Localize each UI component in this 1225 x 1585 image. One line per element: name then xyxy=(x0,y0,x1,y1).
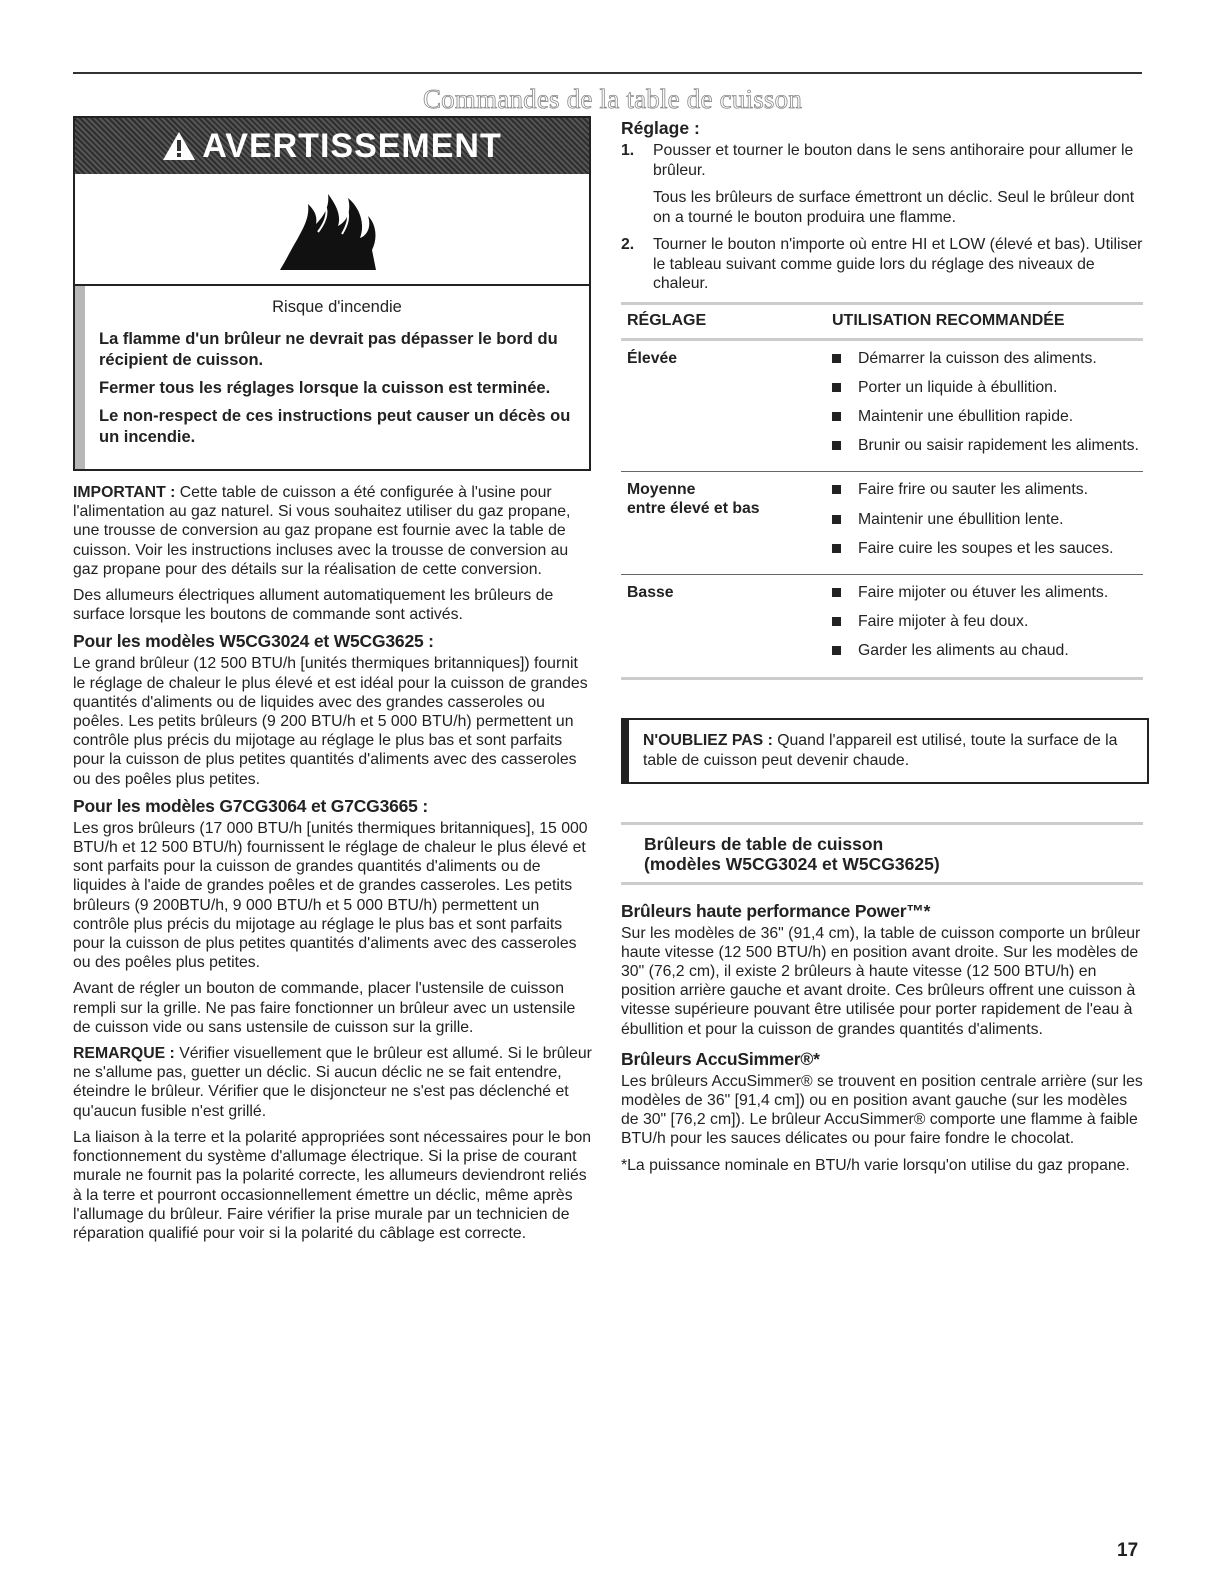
power-heading: Brûleurs haute performance Power™* xyxy=(621,900,931,921)
accusimmer-heading: Brûleurs AccuSimmer®* xyxy=(621,1048,820,1069)
list-item: Maintenir une ébullition lente. xyxy=(832,510,1143,529)
models-paragraph-1: Le grand brûleur (12 500 BTU/h [unités thermiques britanniques]) fournit le réglage de chaleur le plus élevé et est idéal pour la cuisson de grandes quantités d'aliments ou de liquides avec des grandes casseroles ou poêles. Les petits brûleurs (9 200 BTU/h et 5 000 BTU/h) permettent un contrôle plus précis du mijotage au réglage le plus bas et sont parfaits pour la cuisson de plus petites quantités d'aliments avec des casseroles ou des poêles plus petites. xyxy=(73,655,588,788)
warning-box xyxy=(73,116,591,471)
models-paragraph-2: Les gros brûleurs (17 000 BTU/h [unités thermiques britanniques], 15 000 BTU/h et 12 500 BTU/h) fournissent le réglage de chaleur le plus élevé et sont parfaits pour la cuisson de grandes quantités d'aliments ou de liquides à l'aide de grandes poêles et de grandes casseroles. Les petits brûleurs (9 200BTU/h, 9 000 BTU/h et 5 000 BTU/h) permettent un contrôle plus précis du mijotage au réglage le plus bas et sont parfaits pour la cuisson de plus petites quantités d'aliments avec des casseroles ou des poêles plus petites. xyxy=(73,819,588,972)
list-item: Garder les aliments au chaud. xyxy=(832,641,1143,660)
list-item: Faire cuire les soupes et les sauces. xyxy=(832,539,1143,558)
models-heading-2: Pour les modèles G7CG3064 et G7CG3665 : xyxy=(73,795,429,816)
warning-line: Fermer tous les réglages lorsque la cuisson est terminée. xyxy=(99,379,551,397)
important-paragraph: IMPORTANT : Cette table de cuisson a été configurée à l'usine pour l'alimentation au gaz naturel. Si vous souhaitez utiliser du gaz propane, une trousse de conversion au gaz propane est fournie avec la table de cuisson. Voir les instructions incluses avec la trousse de conversion au gaz propane pour des détails sur la réalisation de cette conversion. xyxy=(73,484,571,578)
list-item: Brunir ou saisir rapidement les aliments. xyxy=(832,436,1143,455)
flame-icon xyxy=(272,184,392,274)
right-column xyxy=(621,118,1143,1182)
list-item: Maintenir une ébullition rapide. xyxy=(832,407,1143,426)
list-item: Démarrer la cuisson des aliments. xyxy=(832,349,1143,368)
step-item: 2. Tourner le bouton n'importe où entre HI et LOW (élevé et bas). Utiliser le tableau suivant comme guide lors du réglage des niveaux de chaleur. xyxy=(621,236,1143,292)
top-rule xyxy=(73,72,1142,74)
warning-line: La flamme d'un brûleur ne devrait pas dépasser le bord du récipient de cuisson. xyxy=(99,330,558,369)
table-row: Moyenne entre élevé et bas Faire frire ou sauter les aliments. Maintenir une ébullition lente. Faire cuire les soupes et les sauces. xyxy=(621,472,1143,575)
list-item: Faire frire ou sauter les aliments. xyxy=(832,480,1143,499)
reminder-box: N'OUBLIEZ PAS : Quand l'appareil est utilisé, toute la surface de la table de cuisson peut devenir chaude. xyxy=(621,718,1149,784)
power-paragraph: Sur les modèles de 36" (91,4 cm), la table de cuisson comporte un brûleur haute vitesse (12 500 BTU/h) en position avant droite. Sur les modèles de 30" (76,2 cm), il existe 2 brûleurs à haute vitesse (12 500 BTU/h) en position arrière gauche et avant droite. Ces brûleurs offrent une cuisson à vitesse supérieure pouvant être utilisée pour porter rapidement de l'eau à ébullition et pour la cuisson de grandes quantités d'aliments. xyxy=(621,924,1141,1038)
list-item: Faire mijoter à feu doux. xyxy=(832,612,1143,631)
page-number: 17 xyxy=(1117,1540,1139,1561)
footnote: *La puissance nominale en BTU/h varie lorsqu'on utilise du gaz propane. xyxy=(621,1156,1130,1174)
remarque-paragraph: REMARQUE : Vérifier visuellement que le brûleur est allumé. Si le brûleur ne s'allume pas, guetter un déclic. Si aucun déclic ne se fait entendre, éteindre le brûleur. Vérifier que le disjoncteur ne s'est pas déclenché et qu'aucun fusible n'est grillé. xyxy=(73,1045,592,1120)
fire-hazard-image xyxy=(75,174,589,286)
table-header: RÉGLAGE UTILISATION RECOMMANDÉE xyxy=(621,302,1143,341)
warning-title: AVERTISSEMENT xyxy=(202,126,502,165)
warning-line: Le non-respect de ces instructions peut causer un décès ou un incendie. xyxy=(99,407,571,446)
settings-table xyxy=(621,302,1143,680)
models-heading-1: Pour les modèles W5CG3024 et W5CG3625 : xyxy=(73,631,434,652)
warning-header xyxy=(75,118,589,174)
table-row: Élevée Démarrer la cuisson des aliments. Porter un liquide à ébullition. Maintenir une ébullition rapide. Brunir ou saisir rapidement les aliments. xyxy=(621,341,1143,473)
cookware-paragraph: Avant de régler un bouton de commande, placer l'ustensile de cuisson rempli sur la grille. Ne pas faire fonctionner un brûleur avec un ustensile de cuisson vide ou sans ustensile de cuisson sur la grille. xyxy=(73,980,576,1036)
page-title: Commandes de la table de cuisson xyxy=(422,84,803,114)
section-heading: Brûleurs de table de cuisson (modèles W5CG3024 et W5CG3625) xyxy=(621,822,1143,885)
warning-triangle-icon xyxy=(162,131,196,161)
table-row: Basse Faire mijoter ou étuver les aliments. Faire mijoter à feu doux. Garder les aliments au chaud. xyxy=(621,575,1143,680)
accusimmer-paragraph: Les brûleurs AccuSimmer® se trouvent en position centrale arrière (sur les modèles de 36" [91,4 cm]) ou en position avant gauche (sur les modèles de 30" [76,2 cm]). Le brûleur AccuSimmer® comporte une flamme à faible BTU/h pour les sauces délicates ou pour faire fondre le chocolat. xyxy=(621,1072,1143,1148)
warning-risk: Risque d'incendie xyxy=(272,298,402,316)
list-item: Faire mijoter ou étuver les aliments. xyxy=(832,583,1143,602)
list-item: Porter un liquide à ébullition. xyxy=(832,378,1143,397)
step-item: 1. Pousser et tourner le bouton dans le sens antihoraire pour allumer le brûleur. Tous les brûleurs de surface émettront un déclic. Seul le brûleur dont on a tourné le bouton produira une flamme. xyxy=(621,142,1135,226)
igniters-paragraph: Des allumeurs électriques allument automatiquement les brûleurs de surface lorsque les boutons de commande sont activés. xyxy=(73,587,554,624)
polarity-paragraph: La liaison à la terre et la polarité appropriées sont nécessaires pour le bon fonctionnement du système d'allumage électrique. Si la prise de courant murale ne fournit pas la polarité correcte, les allumeurs deviendront reliés à la terre et pourront occasionnellement émettre un déclic, même après l'allumage du brûleur. Faire vérifier la prise murale par un technicien de réparation qualifié pour voir si la polarité du câblage est correcte. xyxy=(73,1128,592,1242)
left-column xyxy=(73,110,593,1250)
reglage-heading: Réglage : xyxy=(621,118,700,138)
